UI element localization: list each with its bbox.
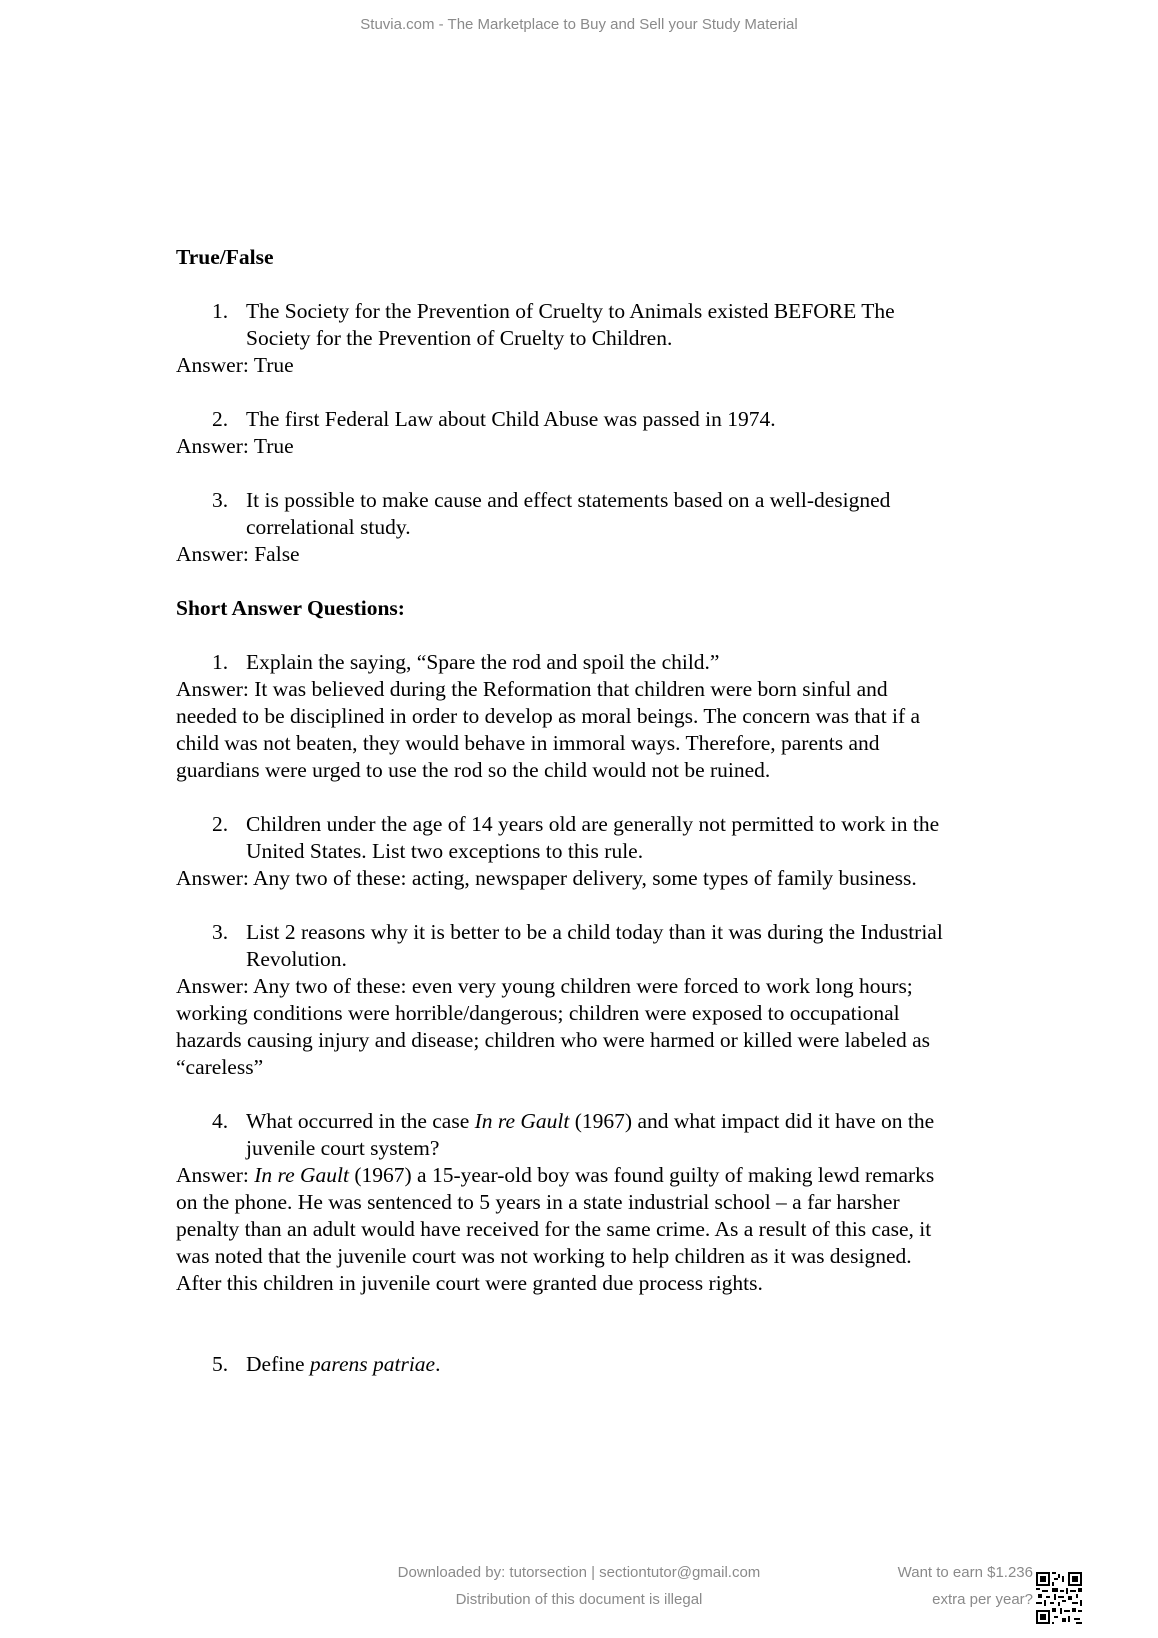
sa-question-2 xyxy=(176,811,1016,865)
question-text: Society for the Prevention of Cruelty to Children. xyxy=(246,326,673,350)
footer-earn-line-2[interactable]: extra per year? xyxy=(932,1591,1033,1608)
question-number: 2. xyxy=(212,812,229,836)
answer-line: guardians were urged to use the rod so the child would not be ruined. xyxy=(176,758,771,782)
sa-question-1 xyxy=(176,649,1016,676)
tf-answer-3: Answer: False xyxy=(176,542,300,566)
question-number: 4. xyxy=(212,1109,229,1133)
answer-line: hazards causing injury and disease; children who were harmed or killed were labeled as xyxy=(176,1028,931,1052)
sa-answer-4 xyxy=(176,1162,1016,1297)
question-number: 2. xyxy=(212,407,229,431)
question-number: 1. xyxy=(212,299,229,323)
question-number: 3. xyxy=(212,488,229,512)
sa-question-4 xyxy=(176,1108,1016,1162)
case-name: In re Gault xyxy=(254,1163,349,1187)
question-text: List 2 reasons why it is better to be a child today than it was during the Industrial xyxy=(246,920,943,944)
question-number: 3. xyxy=(212,920,229,944)
tf-answer-2: Answer: True xyxy=(176,434,294,458)
sa-answer-1 xyxy=(176,676,1016,784)
question-number: 5. xyxy=(212,1352,229,1376)
question-text: Explain the saying, “Spare the rod and spoil the child.” xyxy=(246,650,720,674)
qr-code-icon[interactable] xyxy=(1036,1572,1082,1624)
question-text: correlational study. xyxy=(246,515,411,539)
question-text: Define parens patriae. xyxy=(246,1352,441,1376)
answer-line: After this children in juvenile court were granted due process rights. xyxy=(176,1271,763,1295)
question-text: It is possible to make cause and effect statements based on a well-designed xyxy=(246,488,891,512)
answer-line: on the phone. He was sentenced to 5 years in a state industrial school – a far harsher xyxy=(176,1190,900,1214)
sa-answer-3 xyxy=(176,973,1016,1081)
question-text: What occurred in the case In re Gault (1967) and what impact did it have on the xyxy=(246,1109,935,1133)
answer-line: penalty than an adult would have received for the same crime. As a result of this case, it xyxy=(176,1217,932,1241)
tf-question-3 xyxy=(176,487,1016,541)
question-number: 1. xyxy=(212,650,229,674)
question-text: Revolution. xyxy=(246,947,347,971)
answer-line: Answer: It was believed during the Reformation that children were born sinful and xyxy=(176,677,888,701)
footer-earn-line-1[interactable]: Want to earn $1.236 xyxy=(897,1564,1033,1581)
case-name: In re Gault xyxy=(474,1109,570,1133)
answer-line: Answer: Any two of these: even very young children were forced to work long hours; xyxy=(176,974,913,998)
question-text: The first Federal Law about Child Abuse was passed in 1974. xyxy=(246,407,776,431)
answer-line: Answer: Any two of these: acting, newspaper delivery, some types of family business. xyxy=(176,866,917,890)
question-text: Children under the age of 14 years old are generally not permitted to work in the xyxy=(246,812,940,836)
question-text: United States. List two exceptions to this rule. xyxy=(246,839,644,863)
tf-question-1 xyxy=(176,298,1016,352)
document-body xyxy=(176,244,1016,1378)
answer-line: Answer: In re Gault (1967) a 15-year-old boy was found guilty of making lewd remarks xyxy=(176,1163,935,1187)
true-false-heading: True/False xyxy=(176,245,274,269)
watermark-header: Stuvia.com - The Marketplace to Buy and Sell your Study Material xyxy=(360,16,798,33)
latin-term: parens patriae xyxy=(309,1352,436,1376)
answer-line: was noted that the juvenile court was not working to help children as it was designed. xyxy=(176,1244,912,1268)
footer-downloaded-by: Downloaded by: tutorsection | sectiontutor@gmail.com xyxy=(397,1564,761,1581)
question-text: juvenile court system? xyxy=(246,1136,440,1160)
tf-question-2 xyxy=(176,406,1016,433)
short-answer-heading: Short Answer Questions: xyxy=(176,596,405,620)
footer-distribution-notice: Distribution of this document is illegal xyxy=(455,1591,703,1608)
answer-line: needed to be disciplined in order to develop as moral beings. The concern was that if a xyxy=(176,704,921,728)
answer-line: working conditions were horrible/dangerous; children were exposed to occupational xyxy=(176,1001,900,1025)
answer-line: “careless” xyxy=(176,1055,264,1079)
tf-answer-1: Answer: True xyxy=(176,353,294,377)
answer-line: child was not beaten, they would behave in immoral ways. Therefore, parents and xyxy=(176,731,880,755)
sa-answer-2 xyxy=(176,865,1016,892)
question-text: The Society for the Prevention of Cruelty to Animals existed BEFORE The xyxy=(246,299,895,323)
sa-question-3 xyxy=(176,919,1016,973)
sa-question-5 xyxy=(176,1351,1016,1378)
